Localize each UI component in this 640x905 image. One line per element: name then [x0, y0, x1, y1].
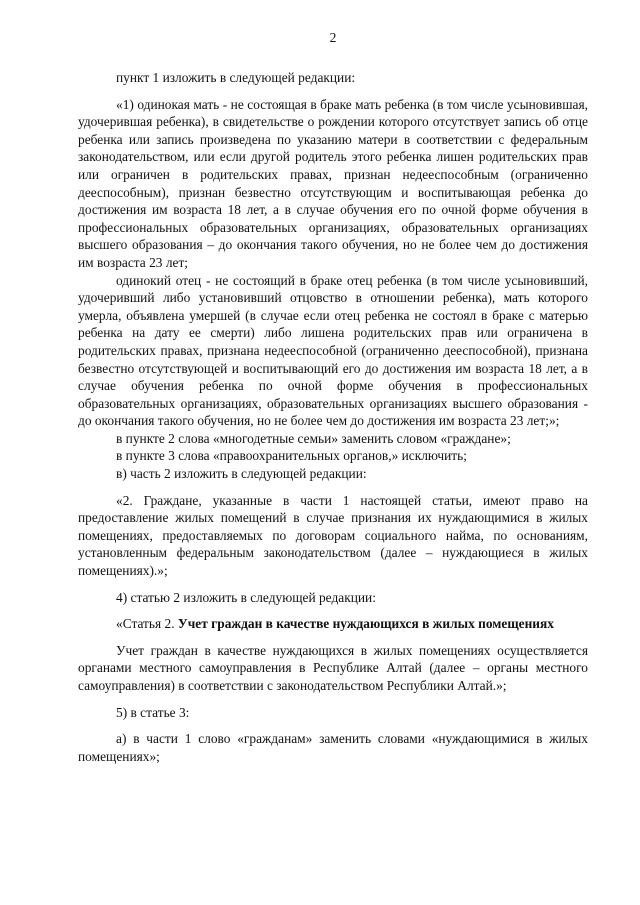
paragraph: в) часть 2 изложить в следующей редакции:	[116, 466, 367, 482]
paragraph: а) в части 1 слово «гражданам» заменить словами «нуждающимися в жилых помещениях»;	[78, 731, 588, 764]
document-body	[78, 69, 588, 765]
paragraph: «2. Граждане, указанные в части 1 настоящей статьи, имеют право на предоставление жилых помещений в случае признания их нуждающимися в жилых помещениях, предоставляемых по договорам социального найма, по основаниям, установленным федеральным законодательством (далее – нуждающиеся в жилых помещениях).»;	[78, 492, 588, 579]
paragraph: 4) статью 2 изложить в следующей редакции:	[116, 589, 376, 605]
paragraph: пункт 1 изложить в следующей редакции:	[116, 70, 356, 85]
paragraph: в пункте 2 слова «многодетные семьи» заменить словом «граждане»;	[116, 430, 511, 446]
paragraph: в пункте 3 слова «правоохранительных органов,» исключить;	[116, 448, 467, 464]
paragraph: одинокий отец - не состоящий в браке отец ребенка (в том числе усыновивший, удочеривший либо установивший отцовство в отношении ребенка), мать которого умерла, объявлена умершей (в случае если отец ребенка не состоял в браке с матерью ребенка на дату ее смерти) либо лишена родительских прав или ограничена в родительских правах, признана недееспособной (ограниченно дееспособной), признана безвестно отсутствующей и воспитывающий его до достижения им возраста 18 лет, а в случае обучения ребенка по очной форме обучения в профессиональных образовательных организациях, образовательных организациях высшего образования - до окончания такого обучения, но не более чем до достижения им возраста 23 лет;»;	[78, 272, 588, 429]
paragraph: «1) одинокая мать - не состоящая в браке мать ребенка (в том числе усыновившая, удочерившая ребенка), в свидетельстве о рождении которого отсутствует запись об отце ребенка или запись произведена по указанию матери в соответствии с федеральным законодательством, или если другой родитель этого ребенка лишен родительских прав или ограничен в родительских правах, признан недееспособным (ограниченно дееспособным), признан безвестно отсутствующим и воспитывающая ребенка до достижения им возраста 18 лет, а в случае обучения его по очной форме обучения в профессиональных образовательных организациях, образовательных организациях высшего образования – до окончания такого обучения, но не более чем до достижения им возраста 23 лет;	[78, 96, 588, 270]
article-heading-prefix: «Статья 2.	[116, 616, 178, 632]
article-heading-title: Учет граждан в качестве нуждающихся в жилых помещениях	[177, 616, 554, 632]
page-number: 2	[329, 30, 337, 45]
paragraph: Учет граждан в качестве нуждающихся в жилых помещениях осуществляется органами местного самоуправления в Республике Алтай (далее – органы местного самоуправления) в соответствии с законодательством Республики Алтай.»;	[78, 642, 588, 693]
paragraph: 5) в статье 3:	[116, 704, 190, 720]
article-heading	[78, 615, 588, 633]
